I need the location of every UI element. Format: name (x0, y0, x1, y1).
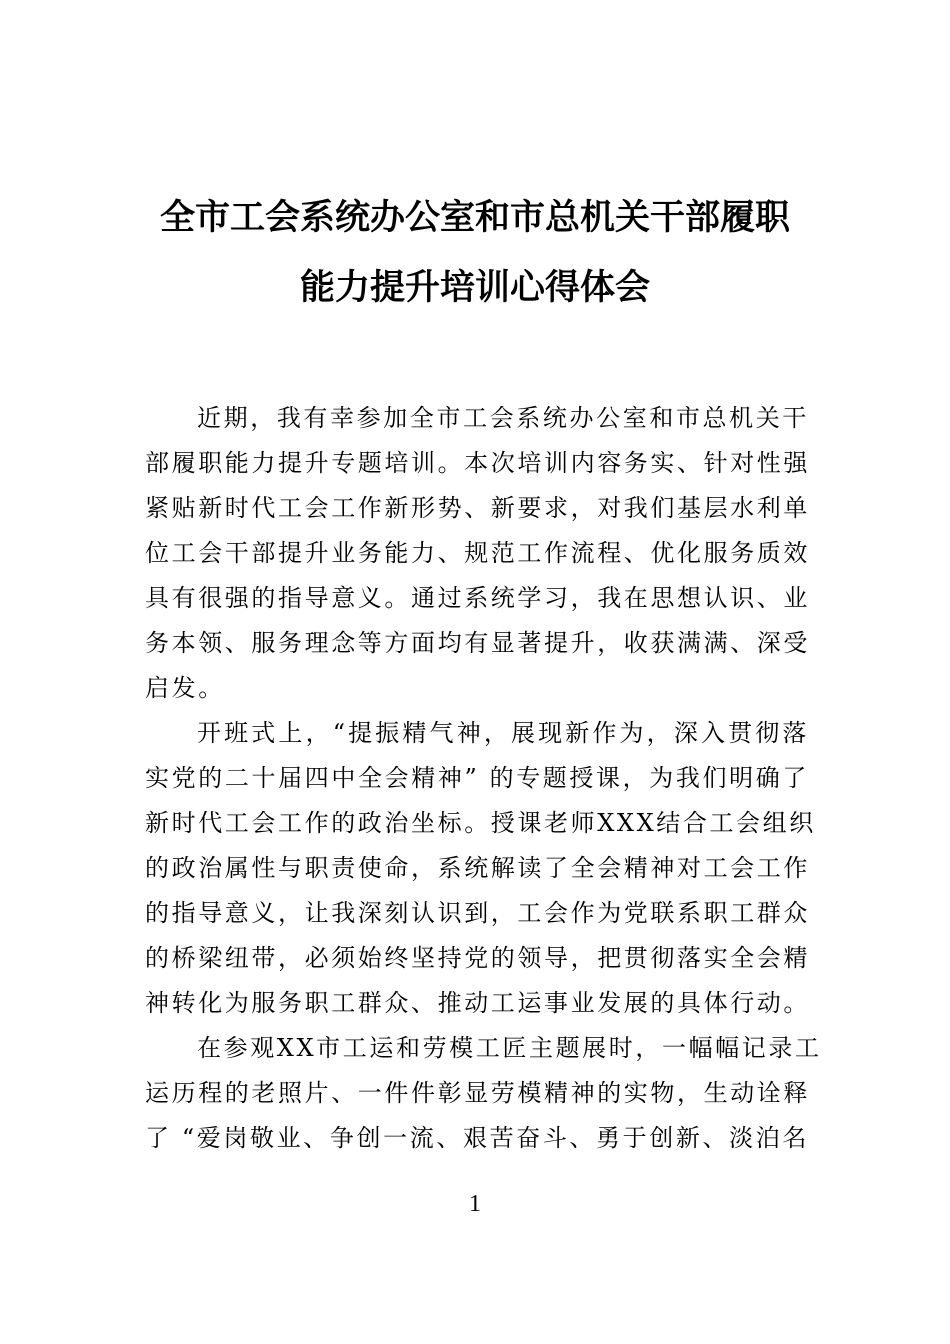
document-title-line-2: 能力提升培训心得体会 (299, 267, 650, 308)
paragraph-1-line-3: 紧贴新时代工会工作新形势、新要求，对我们基层水利单 (145, 494, 810, 522)
paragraph-2-line-6: 的桥梁纽带，必须始终坚持党的领导，把贯彻落实全会精 (145, 944, 810, 972)
paragraph-3-line-2: 运历程的老照片、一件件彰显劳模精神的实物，生动诠释 (145, 1079, 810, 1107)
paragraph-2-line-3: 新时代工会工作的政治坐标。授课老师XXX结合工会组织 (145, 809, 816, 837)
paragraph-3-line-1: 在参观XX市工运和劳模工匠主题展时，一幅幅记录工 (197, 1034, 822, 1062)
paragraph-1-line-4: 位工会干部提升业务能力、规范工作流程、优化服务质效 (145, 539, 810, 567)
paragraph-1-line-5: 具有很强的指导意义。通过系统学习，我在思想认识、业 (145, 584, 810, 612)
paragraph-2-line-7: 神转化为服务职工群众、推动工运事业发展的具体行动。 (145, 989, 810, 1017)
paragraph-1-line-6: 务本领、服务理念等方面均有显著提升，收获满满、深受 (145, 629, 810, 657)
paragraph-3-line-3: 了 “爱岗敬业、争创一流、艰苦奋斗、勇于创新、淡泊名 (145, 1124, 809, 1152)
paragraph-1-line-7: 启发。 (145, 674, 225, 702)
paragraph-2-line-5: 的指导意义，让我深刻认识到，工会作为党联系职工群众 (145, 899, 810, 927)
page-number: 1 (469, 1191, 481, 1217)
paragraph-1-line-2: 部履职能力提升专题培训。本次培训内容务实、针对性强 (145, 449, 810, 477)
paragraph-2-line-1: 开班式上，“提振精气神，展现新作为，深入贯彻落 (197, 719, 809, 747)
paragraph-2-line-4: 的政治属性与职责使命，系统解读了全会精神对工会工作 (145, 854, 810, 882)
paragraph-2-line-2: 实党的二十届四中全会精神” 的专题授课，为我们明确了 (145, 764, 809, 792)
paragraph-1-line-1: 近期，我有幸参加全市工会系统办公室和市总机关干 (197, 404, 809, 432)
document-title-line-1: 全市工会系统办公室和市总机关干部履职 (159, 197, 790, 238)
